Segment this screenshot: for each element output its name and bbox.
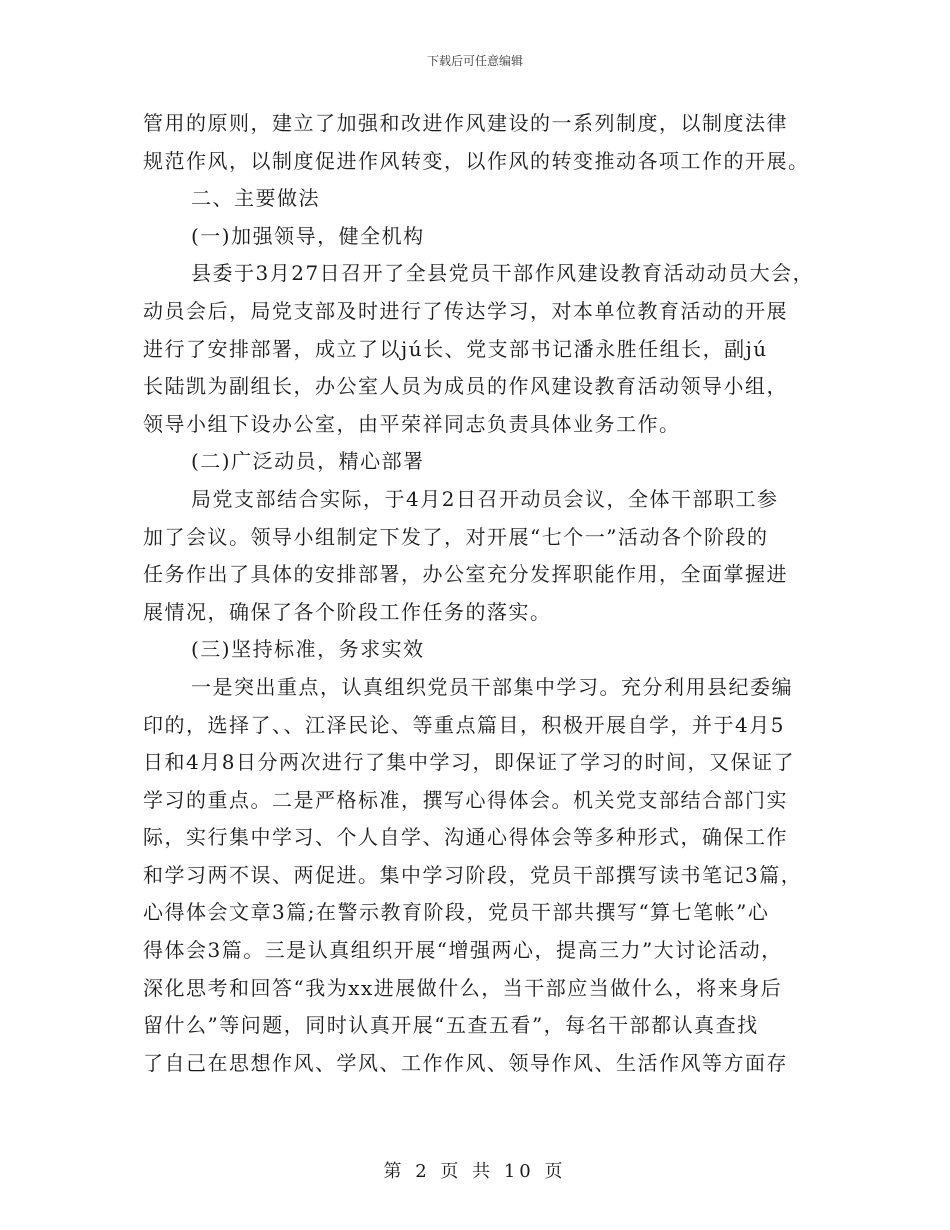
paragraph-line-indented: 县委于3月27日召开了全县党员干部作风建设教育活动动员大会， <box>191 261 815 286</box>
paragraph-line: 长陆凯为副组长，办公室人员为成员的作风建设教育活动领导小组， <box>143 374 788 399</box>
paragraph-line: 深化思考和回答“我为xx进展做什么，当干部应当做什么，将来身后 <box>143 975 783 1000</box>
paragraph-line: 印的，选择了、、江泽民论、等重点篇目，积极开展自学，并于4月5 <box>143 712 785 737</box>
paragraph-line: 任务作出了具体的安排部署，办公室充分发挥职能作用，全面掌握进 <box>143 562 788 587</box>
paragraph-line: 留什么”等问题，同时认真开展“五查五看”，每名干部都认真查找 <box>143 1013 759 1038</box>
paragraph-line-indented: 二、主要做法 <box>191 186 320 211</box>
paragraph-line: 加了会议。领导小组制定下发了，对开展“七个一”活动各个阶段的 <box>143 524 769 549</box>
paragraph-line-indented: (一)加强领导，健全机构 <box>191 223 425 248</box>
document-body <box>143 105 815 1082</box>
page-footer-number: 第 2 页 共 10 页 <box>383 1161 567 1182</box>
paragraph-line: 了自己在思想作风、学风、工作作风、领导作风、生活作风等方面存 <box>143 1050 788 1075</box>
paragraph-line: 管用的原则，建立了加强和改进作风建设的一系列制度，以制度法律 <box>143 111 788 135</box>
paragraph-line-indented: (三)坚持标准，务求实效 <box>191 637 425 662</box>
paragraph-line: 进行了安排部署，成立了以jú长、党支部书记潘永胜任组长，副jú <box>143 336 768 361</box>
paragraph-line: 日和4月8日分两次进行了集中学习，即保证了学习的时间，又保证了 <box>143 750 795 775</box>
paragraph-line-indented: 一是突出重点，认真组织党员干部集中学习。充分利用县纪委编 <box>191 674 793 699</box>
paragraph-line-indented: (二)广泛动员，精心部署 <box>191 449 425 474</box>
paragraph-line: 展情况，确保了各个阶段工作任务的落实。 <box>143 599 552 624</box>
paragraph-line: 和学习两不误、两促进。集中学习阶段，党员干部撰写读书笔记3篇， <box>143 862 803 887</box>
paragraph-line: 得体会3篇。三是认真组织开展“增强两心，提高三力”大讨论活动， <box>143 938 783 963</box>
paragraph-line: 领导小组下设办公室，由平荣祥同志负责具体业务工作。 <box>143 411 681 436</box>
paragraph-line: 规范作风，以制度促进作风转变，以作风的转变推动各项工作的开展。 <box>143 148 810 173</box>
page-header-note: 下载后可任意编辑 <box>426 54 523 68</box>
paragraph-line-indented: 局党支部结合实际，于4月2日召开动员会议，全体干部职工参 <box>191 486 779 511</box>
paragraph-line: 动员会后，局党支部及时进行了传达学习，对本单位教育活动的开展 <box>143 298 788 323</box>
paragraph-line: 心得体会文章3篇;在警示教育阶段，党员干部共撰写“算七笔帐”心 <box>143 900 770 925</box>
paragraph-line: 学习的重点。二是严格标准，撰写心得体会。机关党支部结合部门实 <box>143 787 788 812</box>
paragraph-line: 际，实行集中学习、个人自学、沟通心得体会等多种形式，确保工作 <box>143 825 788 850</box>
